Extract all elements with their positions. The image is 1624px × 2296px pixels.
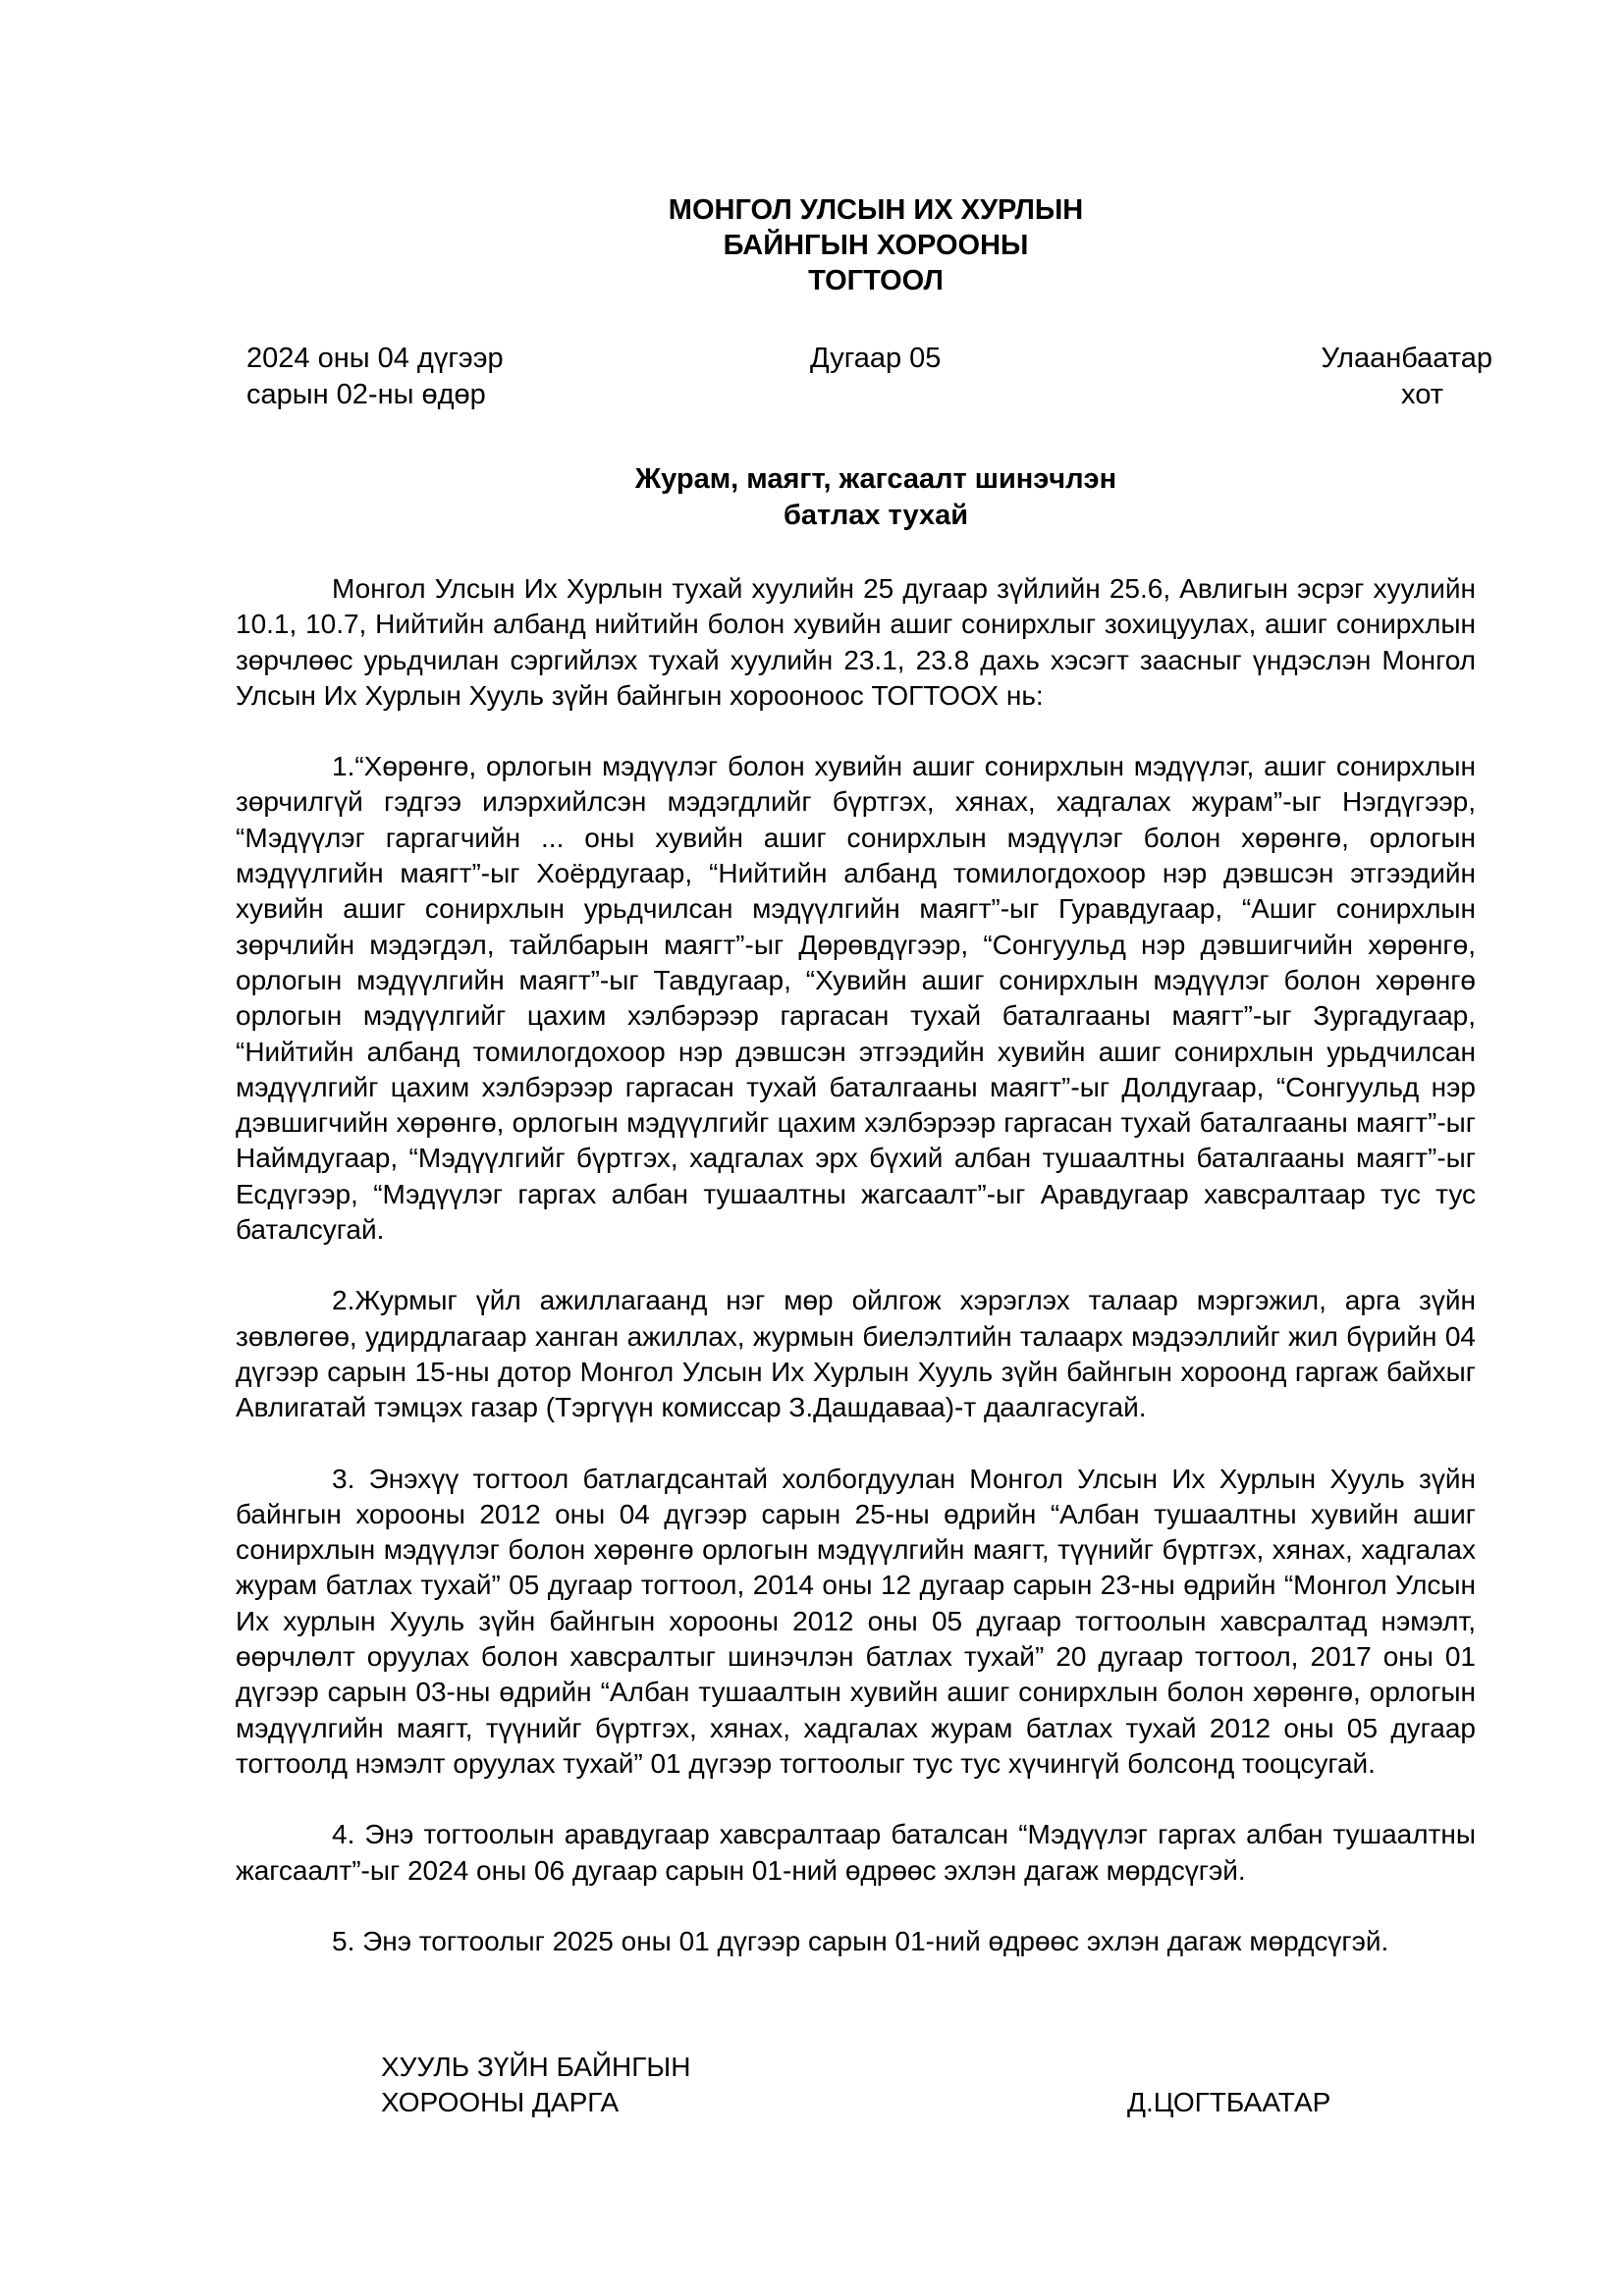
subject-line-2: батлах тухай [783, 500, 969, 531]
date-line-1: 2024 оны 04 дүгээр [246, 343, 504, 374]
place-line-2: хот [1401, 379, 1443, 410]
paragraph-2: 2.Журмыг үйл ажиллагаанд нэг мөр ойлгож хэрэглэх талаар мэргэжил, арга зүйн зөвлөгөө, удирдлагаар ханган ажиллах, журмын биелэлтийн талаарх мэдээллийг жил бүрийн 04 дүгээр сарын 15-ны дотор Монгол Улсын Их Хурлын Хууль зүйн байнгын хороонд гаргаж байхыг Авлигатай тэмцэх газар (Тэргүүн комиссар З.Дашдаваа)-т даалгасугай. [236, 1285, 1476, 1423]
document-date [246, 341, 659, 413]
document-body [236, 571, 1476, 1959]
document-header [0, 192, 1624, 298]
signatory-name: Д.ЦОГТБААТАР [1127, 2087, 1331, 2117]
document-meta [0, 341, 1624, 419]
signature-title-line-1: ХУУЛЬ ЗҮЙН БАЙНГЫН [381, 2052, 691, 2082]
header-line-2: БАЙНГЫН ХОРООНЫ [723, 230, 1029, 261]
place-line-1: Улаанбаатар [1321, 343, 1492, 374]
paragraph-preamble: Монгол Улсын Их Хурлын тухай хуулийн 25 дугаар зүйлийн 25.6, Авлигын эсрэг хуулийн 10.1, 10.7, Нийтийн албанд нийтийн болон хувийн ашиг сонирхлыг зохицуулах, ашиг сонирхлын зөрчлөөс урьдчилан сэргийлэх тухай хуулийн 23.1, 23.8 дахь хэсэгт заасныг үндэслэн Монгол Улсын Их Хурлын Хууль зүйн байнгын хорооноос ТОГТООХ нь: [236, 573, 1476, 711]
document-number: Дугаар 05 [810, 343, 942, 374]
signature-title-line-2: ХОРООНЫ ДАРГА [381, 2087, 620, 2117]
paragraph-3: 3. Энэхүү тогтоол батлагдсантай холбогдуулан Монгол Улсын Их Хурлын Хууль зүйн байнгын хорооны 2012 оны 04 дүгээр сарын 25-ны өдрийн “Албан тушаалтны хувийн ашиг сонирхлын мэдүүлэг болон хөрөнгө орлогын мэдүүлгийн маягт, түүнийг бүртгэх, хянах, хадгалах журам батлах тухай” 05 дугаар тогтоол, 2014 оны 12 дугаар сарын 23-ны өдрийн “Монгол Улсын Их хурлын Хууль зүйн байнгын хорооны 2012 оны 05 дугаар тогтоолын хавсралтад нэмэлт, өөрчлөлт оруулах болон хавсралтыг шинэчлэн батлах тухай” 20 дугаар тогтоол, 2017 оны 01 дүгээр сарын 03-ны өдрийн “Албан тушаалтын хувийн ашиг сонирхлын болон хөрөнгө, орлогын мэдүүлгийн маягт, түүнийг бүртгэх, хянах, хадгалах журам батлах тухай 2012 оны 05 дугаар тогтоолд нэмэлт оруулах тухай” 01 дүгээр тогтоолыг тус тус хүчингүй болсонд тооцсугай. [236, 1463, 1476, 1779]
header-line-3: ТОГТООЛ [808, 265, 944, 296]
header-line-1: МОНГОЛ УЛСЫН ИХ ХУРЛЫН [668, 194, 1084, 226]
document-place [1198, 341, 1492, 413]
subject-line-1: Журам, маягт, жагсаалт шинэчлэн [634, 463, 1117, 495]
paragraph-4: 4. Энэ тогтоолын аравдугаар хавсралтаар баталсан “Мэдүүлэг гаргах албан тушаалтны жагсаалт”-ыг 2024 оны 06 дугаар сарын 01-ний өдрөөс эхлэн дагаж мөрдсүгэй. [236, 1819, 1476, 1886]
document-subject [0, 461, 1624, 534]
paragraph-1: 1.“Хөрөнгө, орлогын мэдүүлэг болон хувийн ашиг сонирхлын мэдүүлэг, ашиг сонирхлын зөрчилгүй гэдгээ илэрхийлсэн мэдэгдлийг бүртгэх, хянах, хадгалах журам”-ыг Нэгдүгээр, “Мэдүүлэг гаргагчийн ... оны хувийн ашиг сонирхлын мэдүүлэг болон хөрөнгө, орлогын мэдүүлгийн маягт”-ыг Хоёрдугаар, “Нийтийн албанд томилогдохоор нэр дэвшсэн этгээдийн хувийн ашиг сонирхлын урьдчилсан мэдүүлгийн маягт”-ыг Гуравдугаар, “Ашиг сонирхлын зөрчлийн мэдэгдэл, тайлбарын маягт”-ыг Дөрөвдүгээр, “Сонгуульд нэр дэвшигчийн хөрөнгө, орлогын мэдүүлгийн маягт”-ыг Тавдугаар, “Хувийн ашиг сонирхлын мэдүүлэг болон хөрөнгө орлогын мэдүүлгийг цахим хэлбэрээр гаргасан тухай баталгааны маягт”-ыг Зургадугаар, “Нийтийн албанд томилогдохоор нэр дэвшсэн этгээдийн хувийн ашиг сонирхлын урьдчилсан мэдүүлгийг цахим хэлбэрээр гаргасан тухай баталгааны маягт”-ыг Долдугаар, “Сонгуульд нэр дэвшигчийн хөрөнгө, орлогын мэдүүлгийг цахим хэлбэрээр гаргасан тухай баталгааны маягт”-ыг Наймдугаар, “Мэдүүлгийг бүртгэх, хадгалах эрх бүхий албан тушаалтны баталгааны маягт”-ыг Есдүгээр, “Мэдүүлэг гаргах албан тушаалтны жагсаалт”-ыг Аравдугаар хавсралтаар тус тус баталсугай. [236, 751, 1476, 1246]
paragraph-5: 5. Энэ тогтоолыг 2025 оны 01 дүгээр сарын 01-ний өдрөөс эхлэн дагаж мөрдсүгэй. [332, 1925, 1389, 1956]
date-line-2: сарын 02-ны өдөр [246, 379, 486, 410]
